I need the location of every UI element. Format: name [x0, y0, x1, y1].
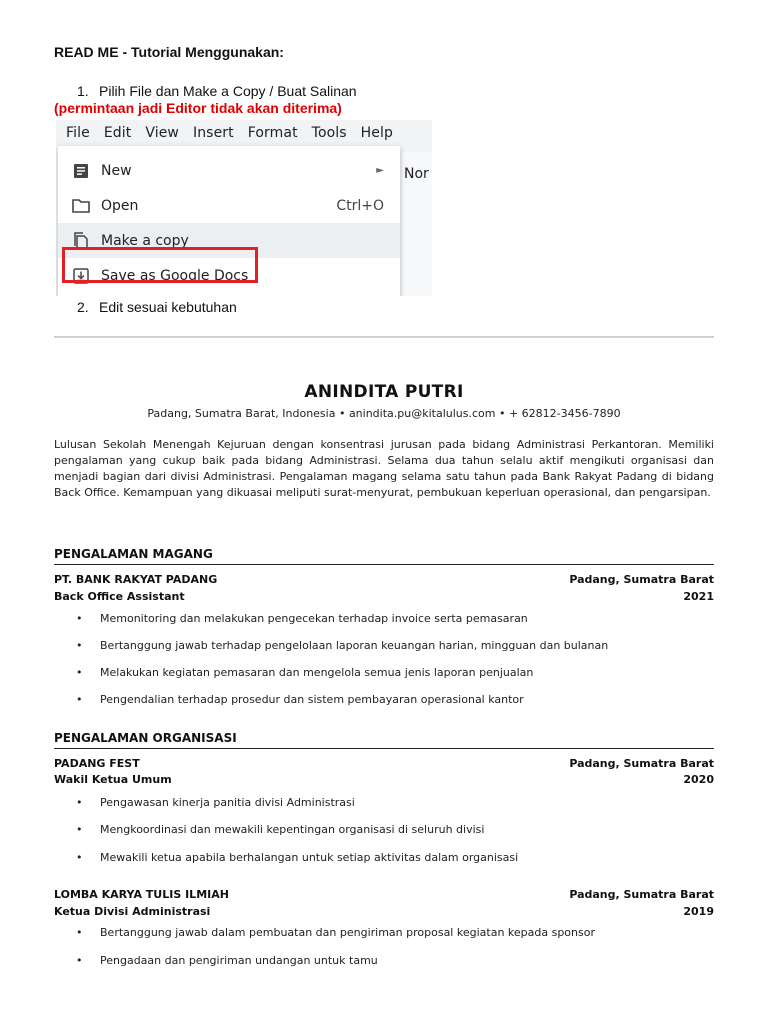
list-item	[76, 954, 716, 967]
entry-header	[54, 888, 714, 901]
google-docs-menu-screenshot	[56, 120, 432, 296]
bullet-icon: •	[76, 612, 83, 625]
location: Padang, Sumatra Barat	[569, 573, 714, 586]
contact-line: Padang, Sumatra Barat, Indonesia • anindita.pu@kitalulus.com • + 62812-3456-7890	[147, 407, 621, 420]
style-dropdown-text[interactable]: Nor	[404, 166, 429, 182]
role: Wakil Ketua Umum	[54, 773, 172, 786]
bullet-icon: •	[76, 926, 83, 939]
menu-format[interactable]: Format	[247, 125, 298, 141]
step-text: Edit sesuai kebutuhan	[99, 299, 237, 315]
entry-header	[54, 757, 714, 770]
entry-subheader	[54, 905, 714, 918]
list-item-text: Pengawasan kinerja panitia divisi Administrasi	[100, 796, 355, 809]
list-item	[76, 926, 716, 939]
folder-icon	[71, 196, 91, 216]
location: Padang, Sumatra Barat	[569, 888, 714, 901]
list-item-text: Bertanggung jawab terhadap pengelolaan laporan keuangan harian, mingguan dan bulanan	[100, 639, 609, 652]
step-number: 1.	[77, 83, 89, 99]
readme-step-1	[77, 83, 357, 99]
year: 2020	[683, 773, 714, 786]
section-divider	[54, 336, 714, 338]
menu-help[interactable]: Help	[360, 125, 393, 141]
list-item	[76, 823, 716, 836]
role: Back Office Assistant	[54, 590, 185, 603]
editor-warning: (permintaan jadi Editor tidak akan diterima)	[54, 100, 342, 116]
location: Padang, Sumatra Barat	[569, 757, 714, 770]
menu-item-open[interactable]	[58, 188, 400, 223]
year: 2019	[683, 905, 714, 918]
bullet-icon: •	[76, 666, 83, 679]
readme-step-2	[77, 299, 237, 315]
list-item-text: Mewakili ketua apabila berhalangan untuk setiap aktivitas dalam organisasi	[100, 851, 519, 864]
list-item	[76, 693, 716, 706]
list-item-text: Mengkoordinasi dan mewakili kepentingan organisasi di seluruh divisi	[100, 823, 485, 836]
menu-item-label: New	[101, 162, 132, 179]
organization-name: PADANG FEST	[54, 757, 140, 770]
menu-file[interactable]: File	[66, 125, 90, 141]
entry-subheader	[54, 773, 714, 786]
bullet-icon: •	[76, 851, 83, 864]
bullet-icon: •	[76, 954, 83, 967]
section-title-magang: PENGALAMAN MAGANG	[54, 547, 714, 565]
menu-bar	[56, 120, 432, 146]
file-dropdown	[58, 146, 400, 296]
entry-header	[54, 573, 714, 586]
readme-title: READ ME - Tutorial Menggunakan:	[54, 44, 284, 60]
menu-view[interactable]: View	[145, 125, 179, 141]
bullet-icon: •	[76, 639, 83, 652]
bullet-icon: •	[76, 693, 83, 706]
menu-tools[interactable]: Tools	[311, 125, 347, 141]
list-item	[76, 851, 716, 864]
menu-item-label: Open	[101, 197, 139, 214]
list-item	[76, 666, 716, 679]
step-number: 2.	[77, 299, 89, 315]
section-title-organisasi: PENGALAMAN ORGANISASI	[54, 731, 714, 749]
document-icon	[71, 161, 91, 181]
list-item	[76, 612, 716, 625]
shortcut-text: Ctrl+O	[336, 197, 384, 214]
menu-item-new[interactable]	[58, 153, 400, 188]
list-item-text: Bertanggung jawab dalam pembuatan dan pengiriman proposal kegiatan kepada sponsor	[100, 926, 595, 939]
summary-paragraph: Lulusan Sekolah Menengah Kejuruan dengan konsentrasi jurusan pada bidang Administrasi Perkantoran. Memiliki pengalaman yang cukup baik pada bidang Administrasi. Selama dua tahun selalu aktif mengikuti organisasi dan menjadi bagian dari divisi Administrasi. Pengalaman magang selama satu tahun pada Bank Rakyat Padang di bidang Back Office. Kemampuan yang dikuasai meliputi surat-menyurat, pembukuan keperluan operasional, dan pengarsipan.	[54, 438, 714, 499]
organization-name: PT. BANK RAKYAT PADANG	[54, 573, 218, 586]
entry-subheader	[54, 590, 714, 603]
list-item-text: Pengadaan dan pengiriman undangan untuk tamu	[100, 954, 378, 967]
organization-name: LOMBA KARYA TULIS ILMIAH	[54, 888, 229, 901]
list-item-text: Melakukan kegiatan pemasaran dan mengelola semua jenis laporan penjualan	[100, 666, 534, 679]
highlight-box	[62, 247, 258, 283]
submenu-arrow-icon: ►	[376, 165, 384, 176]
list-item	[76, 796, 716, 809]
role: Ketua Divisi Administrasi	[54, 905, 211, 918]
menu-insert[interactable]: Insert	[192, 125, 234, 141]
step-text: Pilih File dan Make a Copy / Buat Salinan	[99, 83, 357, 99]
list-item-text: Memonitoring dan melakukan pengecekan terhadap invoice serta pemasaran	[100, 612, 528, 625]
bullet-icon: •	[76, 823, 83, 836]
list-item-text: Pengendalian terhadap prosedur dan sistem pembayaran operasional kantor	[100, 693, 524, 706]
menu-item-label: Make a copy	[101, 232, 189, 249]
menu-item-label: Save as Google Docs	[101, 267, 249, 284]
year: 2021	[683, 590, 714, 603]
candidate-name: ANINDITA PUTRI	[304, 382, 464, 402]
bullet-icon: •	[76, 796, 83, 809]
menu-edit[interactable]: Edit	[103, 125, 132, 141]
list-item	[76, 639, 716, 652]
